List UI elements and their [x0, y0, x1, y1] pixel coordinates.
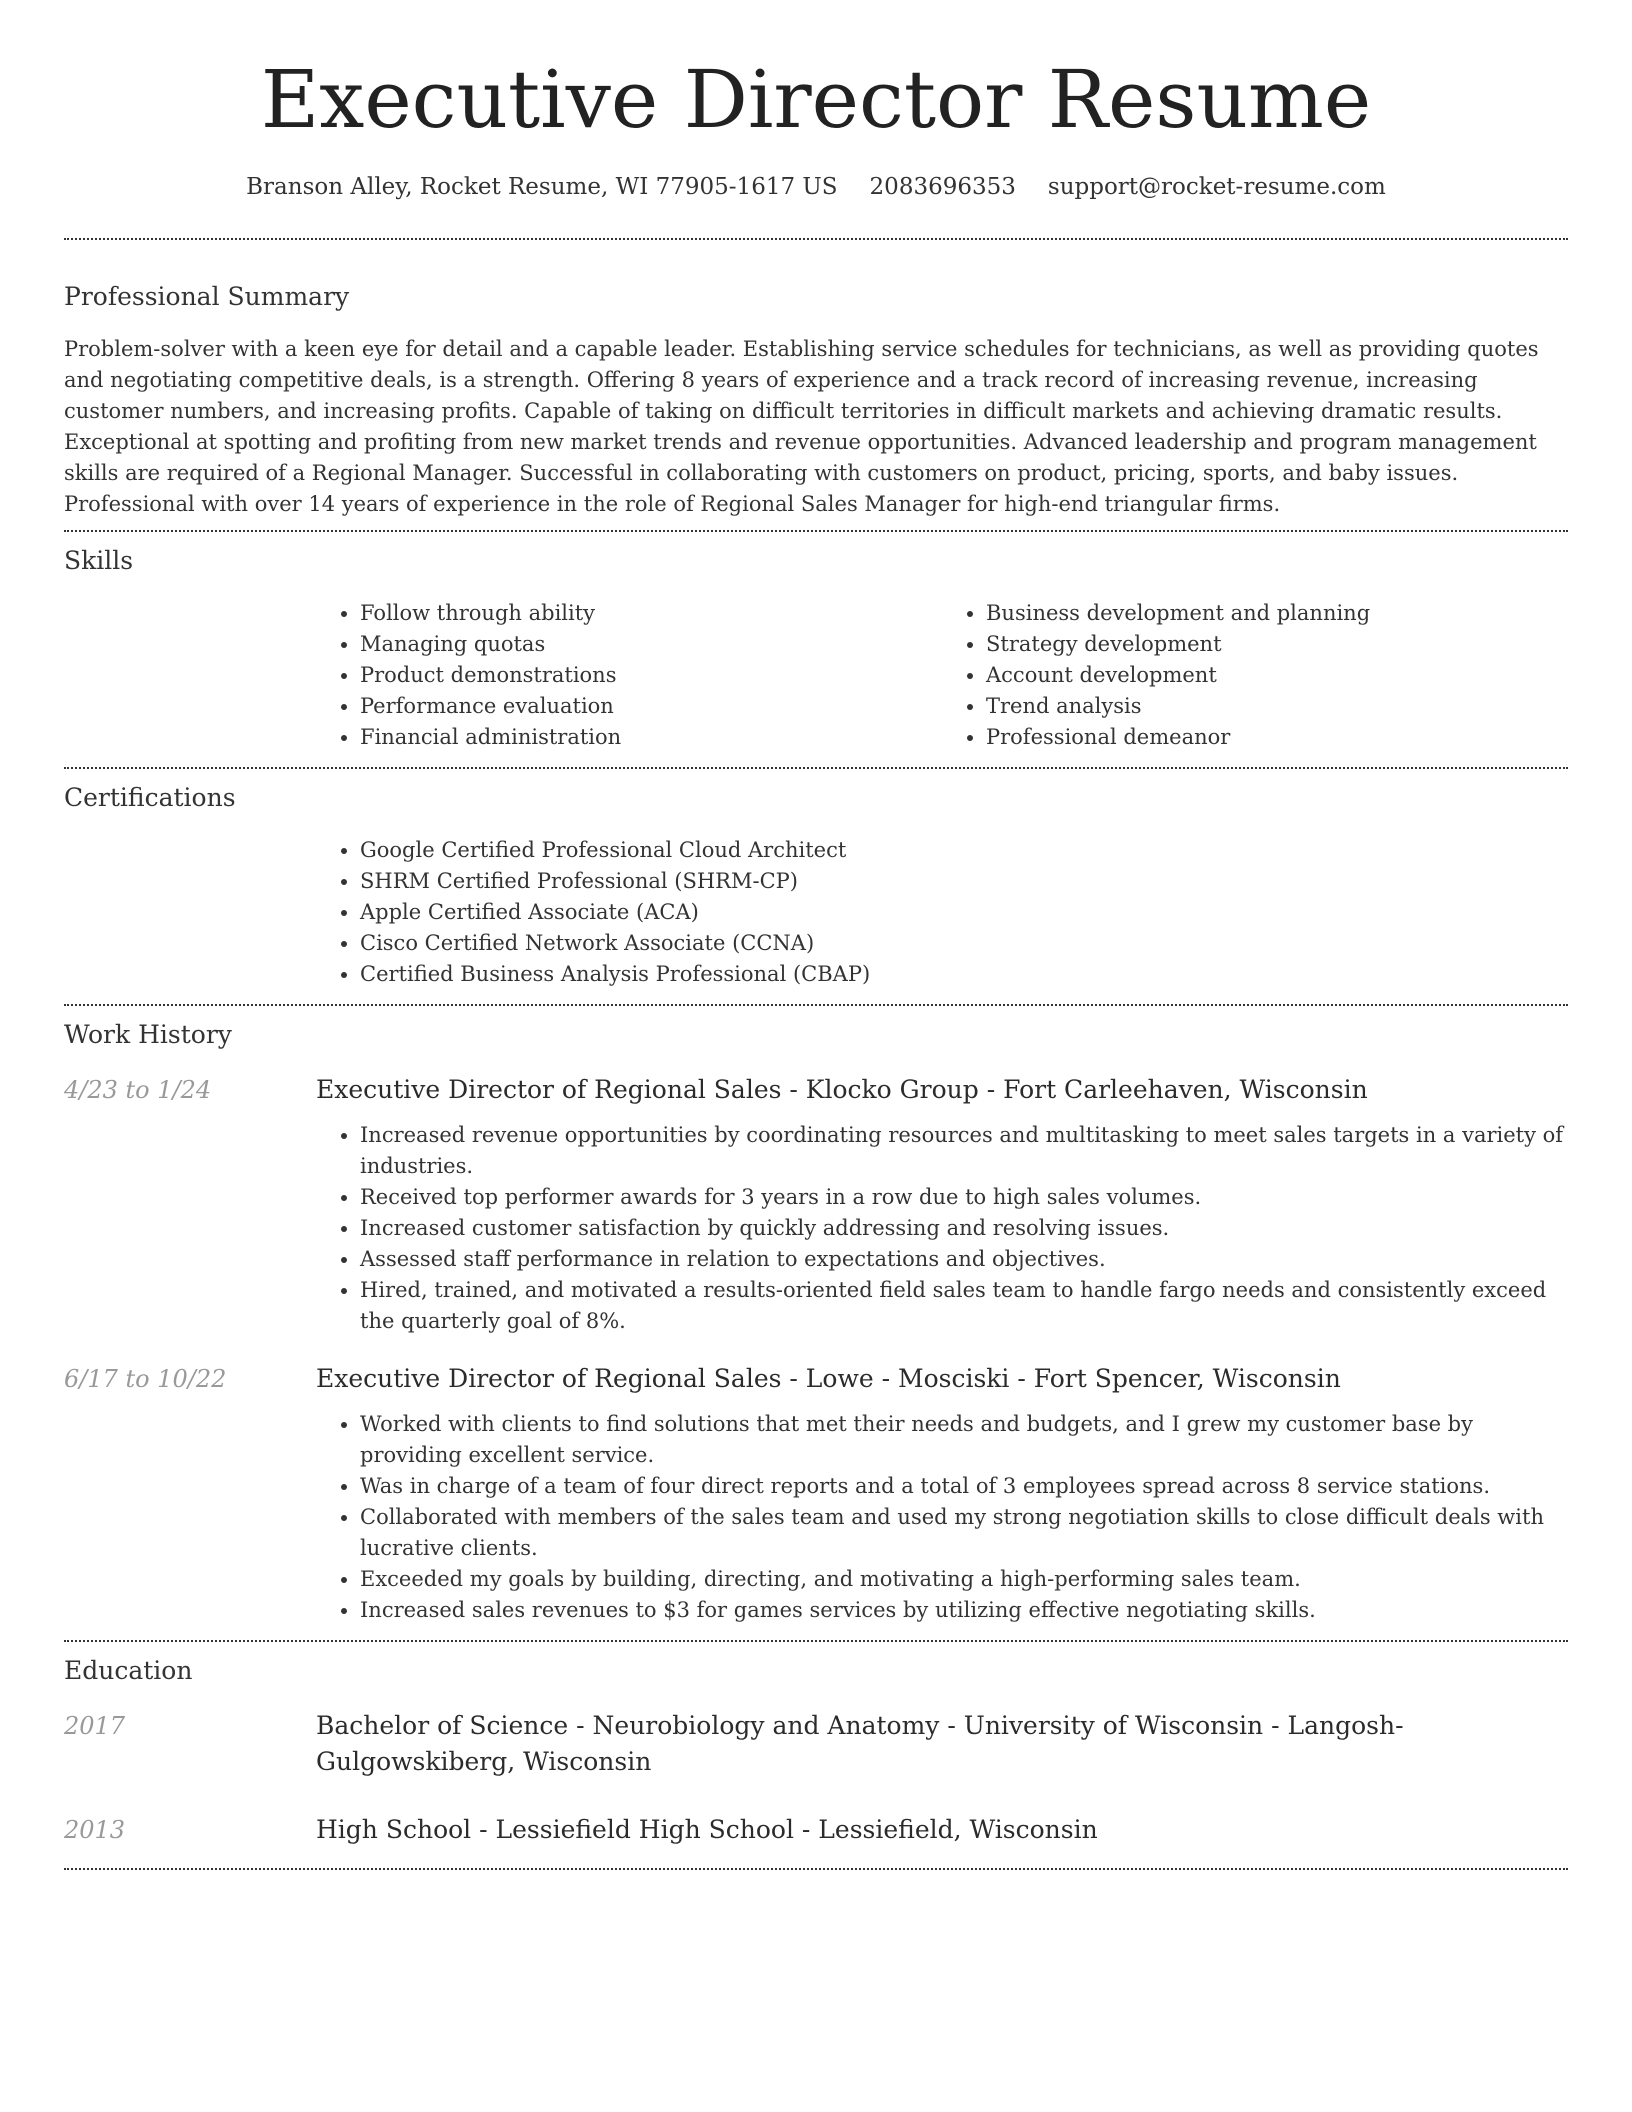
contact-address: Branson Alley, Rocket Resume, WI 77905-1617 US — [246, 174, 838, 200]
skills-grid — [316, 598, 1568, 753]
job-body — [316, 1072, 1568, 1337]
skills-list-right — [942, 598, 1568, 753]
job-bullets — [316, 1409, 1568, 1626]
certifications-heading: Certifications — [64, 783, 236, 812]
education-body — [316, 1812, 1568, 1848]
job-bullet: • Received top performer awards for 3 years in a row due to high sales volumes. — [360, 1182, 1568, 1213]
certifications-section — [64, 769, 1568, 1004]
job-bullet: • Increased sales revenues to $3 for games services by utilizing effective negotiating skills. — [360, 1595, 1568, 1626]
education-section — [64, 1642, 1568, 1868]
education-heading: Education — [64, 1656, 193, 1685]
job-dates: 4/23 to 1/24 — [64, 1076, 212, 1104]
certification-item: • Cisco Certified Network Associate (CCNA) — [360, 928, 1568, 959]
summary-heading: Professional Summary — [64, 282, 350, 311]
education-year: 2013 — [64, 1816, 126, 1844]
job-dates: 6/17 to 10/22 — [64, 1365, 227, 1393]
contact-line — [64, 170, 1568, 204]
job-bullet: • Hired, trained, and motivated a results-oriented field sales team to handle fargo needs and consistently exceed the quarterly goal of 8%. — [360, 1275, 1568, 1337]
job-title: Executive Director of Regional Sales - Klocko Group - Fort Carleehaven, Wisconsin — [316, 1075, 1368, 1104]
job-entry — [64, 1361, 1568, 1626]
divider — [64, 1868, 1568, 1870]
job-bullet: • Worked with clients to find solutions that met their needs and budgets, and I grew my customer base by providing excellent service. — [360, 1409, 1568, 1471]
skill-item: • Performance evaluation — [360, 691, 942, 722]
certification-item: • SHRM Certified Professional (SHRM-CP) — [360, 866, 1568, 897]
skill-item: • Managing quotas — [360, 629, 942, 660]
work-heading: Work History — [64, 1020, 232, 1049]
summary-text: Problem-solver with a keen eye for detail and a capable leader. Establishing service schedules for technicians, as well as providing quotes and negotiating competitive deals, is a strength. Offering 8 years of experience and a track record of increasing revenue, increasing customer numbers, and increasing profits. Capable of taking on difficult territories in difficult markets and achieving dramatic results. Exceptional at spotting and profiting from new market trends and revenue opportunities. Advanced leadership and program management skills are required of a Regional Manager. Successful in collaborating with customers on product, pricing, sports, and baby issues. Professional with over 14 years of experience in the role of Regional Sales Manager for high-end triangular firms. — [64, 337, 1539, 516]
skill-item: • Strategy development — [986, 629, 1568, 660]
education-entry — [64, 1708, 1568, 1780]
job-entry — [64, 1072, 1568, 1337]
skills-heading: Skills — [64, 546, 134, 575]
job-bullet: • Assessed staff performance in relation to expectations and objectives. — [360, 1244, 1568, 1275]
certifications-list — [316, 835, 1568, 990]
job-bullet: • Was in charge of a team of four direct reports and a total of 3 employees spread across 8 service stations. — [360, 1471, 1568, 1502]
contact-email: support@rocket-resume.com — [1047, 174, 1386, 200]
certification-item: • Google Certified Professional Cloud Architect — [360, 835, 1568, 866]
job-bullet: • Increased revenue opportunities by coordinating resources and multitasking to meet sales targets in a variety of industries. — [360, 1120, 1568, 1182]
job-bullet: • Collaborated with members of the sales team and used my strong negotiation skills to close difficult deals with lucrative clients. — [360, 1502, 1568, 1564]
education-entry — [64, 1812, 1568, 1848]
contact-phone: 2083696353 — [869, 174, 1016, 200]
job-bullet: • Increased customer satisfaction by quickly addressing and resolving issues. — [360, 1213, 1568, 1244]
skill-item: • Follow through ability — [360, 598, 942, 629]
skills-section — [64, 532, 1568, 767]
education-body — [316, 1708, 1568, 1780]
resume-title: Executive Director Resume — [260, 53, 1372, 146]
skill-item: • Account development — [986, 660, 1568, 691]
education-title: Bachelor of Science - Neurobiology and Anatomy - University of Wisconsin - Langosh-Gulgowskiberg, Wisconsin — [316, 1711, 1404, 1776]
job-title: Executive Director of Regional Sales - Lowe - Mosciski - Fort Spencer, Wisconsin — [316, 1364, 1341, 1393]
skill-item: • Professional demeanor — [986, 722, 1568, 753]
summary-section — [64, 240, 1568, 530]
job-body — [316, 1361, 1568, 1626]
skills-list-left — [316, 598, 942, 753]
skill-item: • Financial administration — [360, 722, 942, 753]
education-title: High School - Lessiefield High School - Lessiefield, Wisconsin — [316, 1815, 1098, 1844]
skill-item: • Product demonstrations — [360, 660, 942, 691]
work-section — [64, 1006, 1568, 1640]
certifications-body — [316, 835, 1568, 990]
skill-item: • Trend analysis — [986, 691, 1568, 722]
education-year: 2017 — [64, 1712, 126, 1740]
certification-item: • Apple Certified Associate (ACA) — [360, 897, 1568, 928]
certification-item: • Certified Business Analysis Professional (CBAP) — [360, 959, 1568, 990]
job-bullets — [316, 1120, 1568, 1337]
job-bullet: • Exceeded my goals by building, directing, and motivating a high-performing sales team. — [360, 1564, 1568, 1595]
skill-item: • Business development and planning — [986, 598, 1568, 629]
